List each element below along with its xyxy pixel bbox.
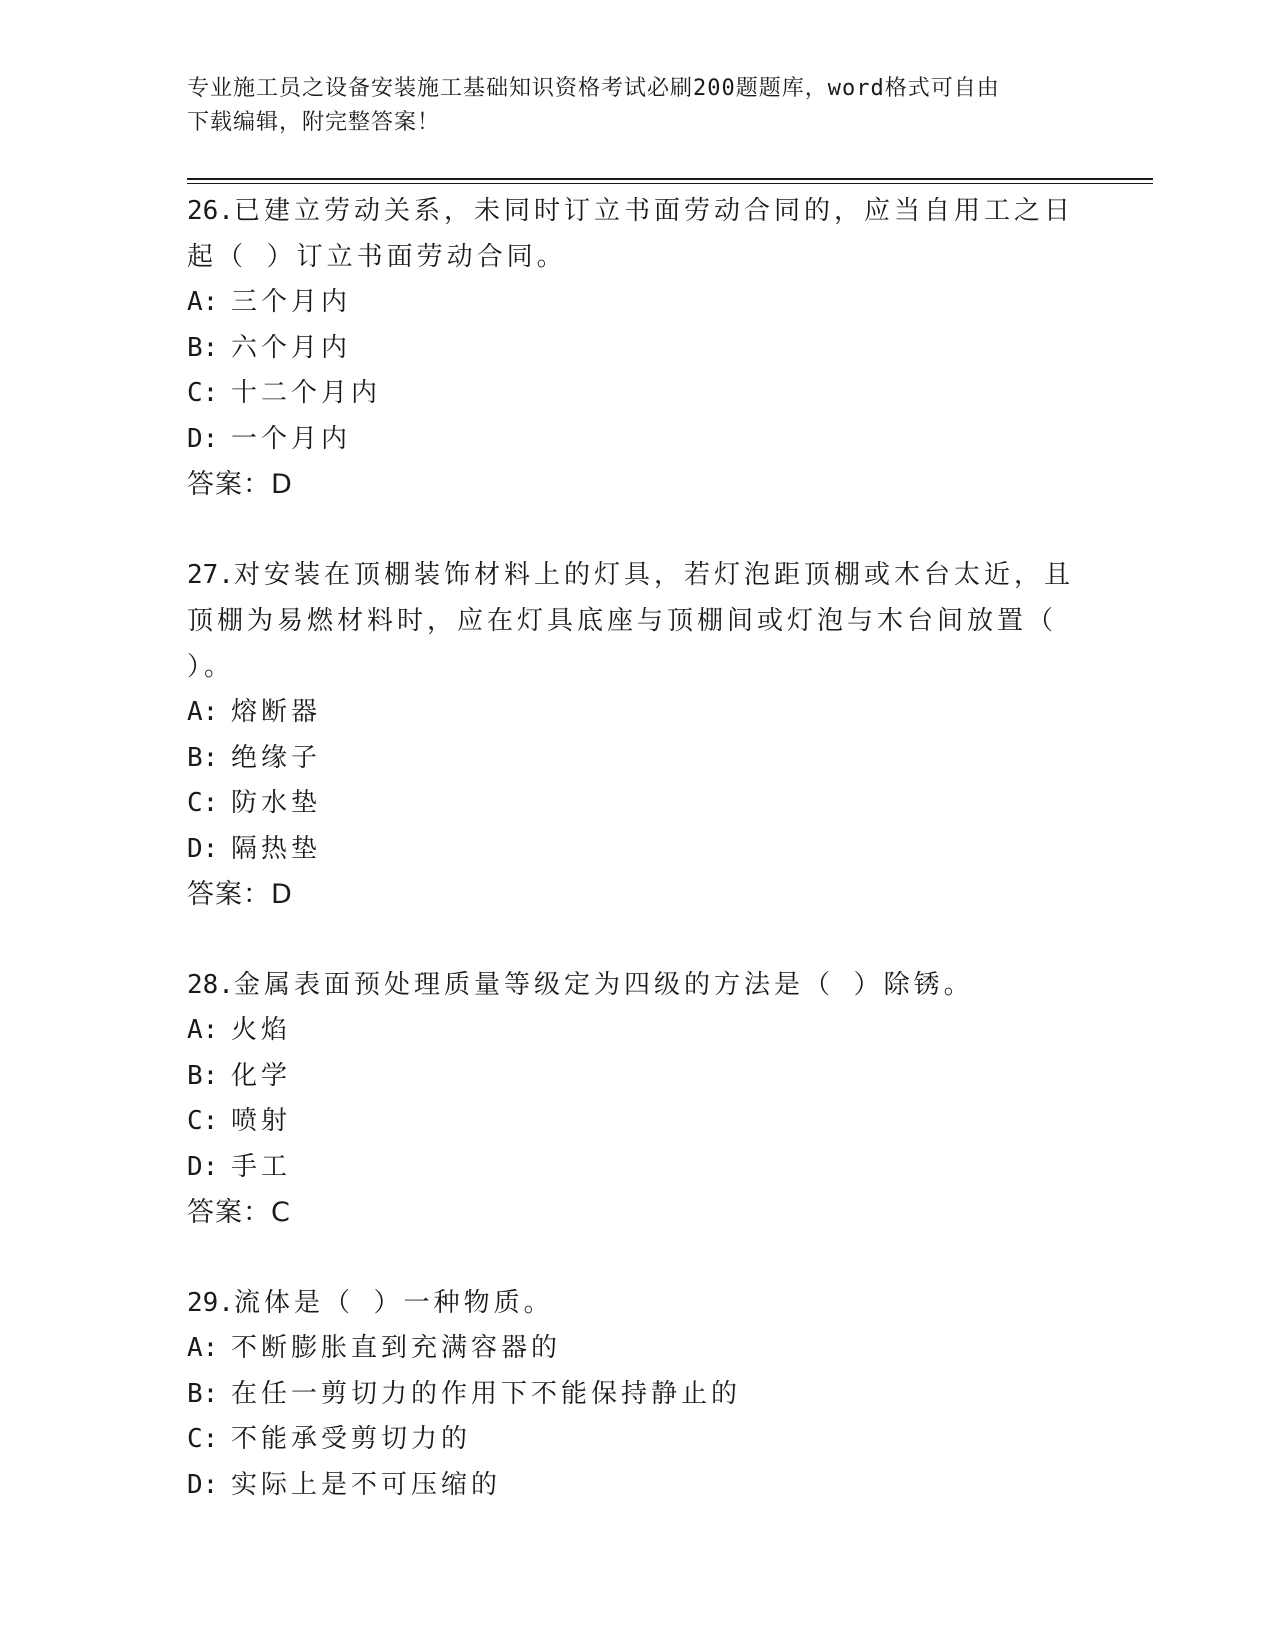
option-b xyxy=(187,736,1087,782)
answer-line: 答案：C xyxy=(187,1197,291,1228)
question-27 xyxy=(187,552,1087,918)
option-a xyxy=(187,280,1087,326)
option-text: 一个月内 xyxy=(231,423,352,454)
question-text: 金属表面预处理质量等级定为四级的方法是（ ）除锈。 xyxy=(233,970,974,1000)
option-c xyxy=(187,781,1087,827)
question-29 xyxy=(187,1280,1087,1508)
option-key: B: xyxy=(187,332,219,363)
header-divider-thin xyxy=(187,183,1153,184)
option-text: 化学 xyxy=(231,1060,292,1091)
option-text: 不能承受剪切力的 xyxy=(231,1424,472,1454)
question-stem xyxy=(187,1280,1087,1326)
answer-line: 答案：D xyxy=(187,879,293,910)
option-text: 绝缘子 xyxy=(231,742,322,773)
option-text: 火焰 xyxy=(231,1015,292,1045)
question-number: 28. xyxy=(187,970,234,1000)
option-key: A: xyxy=(187,287,219,317)
option-key: D: xyxy=(187,1151,219,1182)
option-text: 不断膨胀直到充满容器的 xyxy=(231,1333,562,1363)
option-b xyxy=(187,1372,1087,1418)
option-text: 在任一剪切力的作用下不能保持静止的 xyxy=(231,1378,742,1409)
option-text: 熔断器 xyxy=(231,697,322,727)
option-key: A: xyxy=(187,1333,219,1363)
option-c xyxy=(187,1417,1087,1463)
option-text: 六个月内 xyxy=(231,332,352,363)
question-number: 26. xyxy=(187,196,234,226)
option-key: B: xyxy=(187,1060,219,1091)
option-b xyxy=(187,1054,1087,1100)
option-key: D: xyxy=(187,833,219,864)
option-c xyxy=(187,371,1087,417)
question-text: 流体是（ ）一种物质。 xyxy=(233,1288,554,1318)
question-stem xyxy=(187,962,1087,1008)
header-divider-thick xyxy=(187,178,1153,180)
option-a xyxy=(187,1326,1087,1372)
option-d xyxy=(187,1145,1087,1191)
question-number: 29. xyxy=(187,1288,234,1318)
option-text: 手工 xyxy=(231,1151,292,1182)
option-a xyxy=(187,690,1087,736)
question-number: 27. xyxy=(187,560,234,590)
option-c xyxy=(187,1099,1087,1145)
question-26 xyxy=(187,188,1087,508)
option-text: 三个月内 xyxy=(231,287,352,317)
question-stem xyxy=(187,552,1087,690)
option-key: A: xyxy=(187,697,219,727)
option-text: 十二个月内 xyxy=(231,378,382,408)
header-line-1: 专业施工员之设备安装施工基础知识资格考试必刷200题题库，word格式可自由 xyxy=(187,76,1000,101)
option-key: C: xyxy=(187,788,219,818)
option-d xyxy=(187,417,1087,463)
option-key: A: xyxy=(187,1015,219,1045)
question-28 xyxy=(187,962,1087,1236)
option-key: C: xyxy=(187,378,219,408)
option-key: D: xyxy=(187,423,219,454)
document-header xyxy=(187,72,1077,140)
option-d xyxy=(187,1463,1087,1509)
option-b xyxy=(187,326,1087,372)
option-text: 隔热垫 xyxy=(231,833,322,864)
option-text: 防水垫 xyxy=(231,788,322,818)
option-key: B: xyxy=(187,1378,219,1409)
header-line-2: 下载编辑，附完整答案！ xyxy=(187,110,441,135)
option-d xyxy=(187,827,1087,873)
option-key: C: xyxy=(187,1424,219,1454)
option-key: D: xyxy=(187,1469,219,1500)
option-a xyxy=(187,1008,1087,1054)
option-key: B: xyxy=(187,742,219,773)
question-list xyxy=(187,188,1087,1552)
question-text: 对安装在顶棚装饰材料上的灯具，若灯泡距顶棚或木台太近，且顶棚为易燃材料时，应在灯具底座与顶棚间或灯泡与木台间放置（ ）。 xyxy=(187,560,1074,682)
question-text: 已建立劳动关系，未同时订立书面劳动合同的，应当自用工之日起（ ）订立书面劳动合同。 xyxy=(187,196,1074,272)
question-stem xyxy=(187,188,1087,280)
option-text: 喷射 xyxy=(231,1106,292,1136)
answer-line: 答案：D xyxy=(187,469,293,500)
option-text: 实际上是不可压缩的 xyxy=(231,1469,502,1500)
option-key: C: xyxy=(187,1106,219,1136)
